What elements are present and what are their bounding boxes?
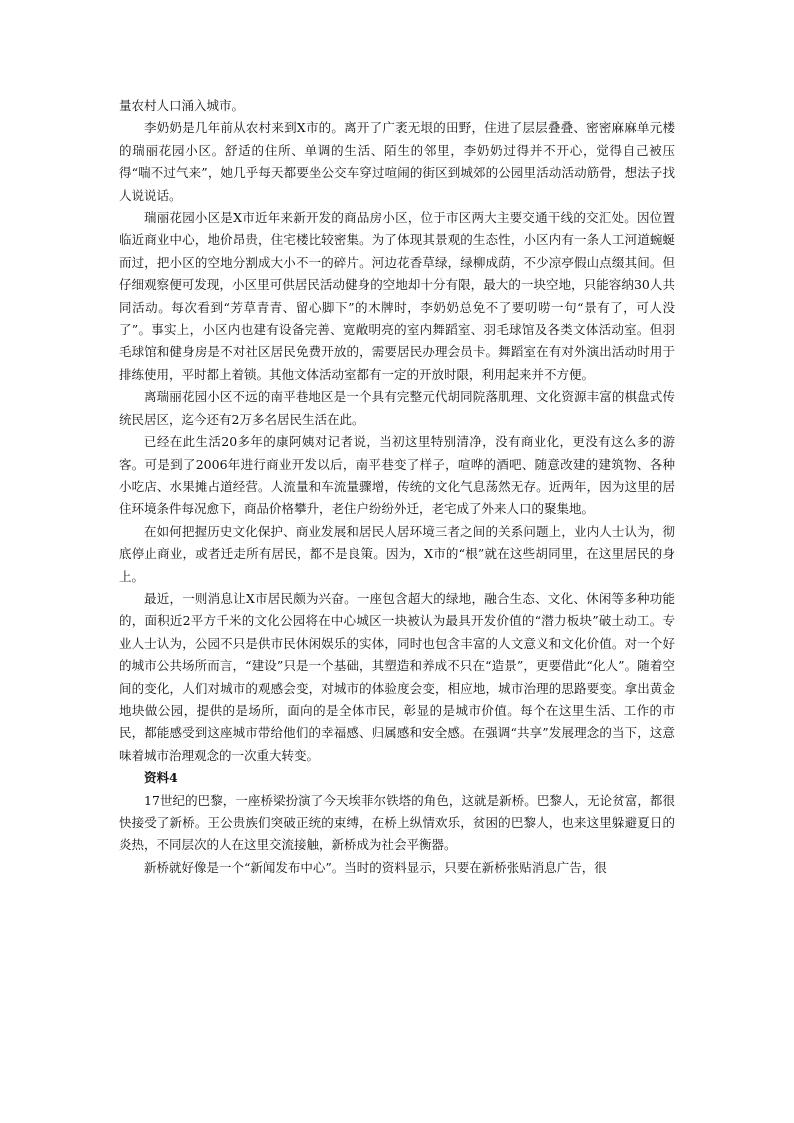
paragraph-industry-view: 在如何把握历史文化保护、商业发展和居民人居环境三者之间的关系问题上，业内人士认为，彻底停止商业，或者迁走所有居民，都不是良策。因为，X市的“根”就在这些胡同里，在这里居民的身上。 xyxy=(119,523,675,584)
paragraph-grandma-li: 李奶奶是几年前从农村来到X市的。离开了广袤无垠的田野，住进了层层叠叠、密密麻麻单元楼的瑞丽花园小区。舒适的住所、单调的生活、陌生的邻里，李奶奶过得并不开心，觉得自己被压得“喘不过气来”，她几乎每天都要坐公交车穿过喧闹的街区到城郊的公园里活动活动筋骨，想法子找人说说话。 xyxy=(119,120,675,203)
paragraph-ruili-garden: 瑞丽花园小区是X市近年来新开发的商品房小区，位于市区两大主要交通干线的交汇处。因位置临近商业中心，地价昂贵，住宅楼比较密集。为了体现其景观的生态性，小区内有一条人工河道蜿蜒而过，把小区的空地分割成大小不一的碎片。河边花香草绿，绿柳成荫，不少凉亭假山点缀其间。但仔细观察便可发现，小区里可供居民活动健身的空地却十分有限，最大的一块空地，只能容纳30人共同活动。每次看到“芳草青青、留心脚下”的木牌时，李奶奶总免不了要叨唠一句“景有了，可人没了”。事实上，小区内也建有设备完善、宽敞明亮的室内舞蹈室、羽毛球馆及各类文体活动室。但羽毛球馆和健身房是不对社区居民免费开放的，需要居民办理会员卡。舞蹈室在有对外演出活动时用于排练使用，平时都上着锁。其他文体活动室都有一定的开放时限，利用起来并不方便。 xyxy=(119,210,675,382)
paragraph-continuation: 量农村人口涌入城市。 xyxy=(119,98,245,113)
paragraph-culture-park: 最近，一则消息让X市居民颇为兴奋。一座包含超大的绿地，融合生态、文化、休闲等多种功能的，面积近2平方千米的文化公园将在中心城区一块被认为最具开发价值的“潜力板块”破土动工。专业人士认为，公园不只是供市民休闲娱乐的实体，同时也包含丰富的人文意义和文化价值。对一个好的城市公共场所而言，“建设”只是一个基础，其塑造和养成不只在“造景”，更要借此“化人”。随着空间的变化，人们对城市的观感会变，对城市的体验度会变，相应地，城市治理的思路要变。拿出黄金地块做公园，提供的是场所，面向的是全体市民，彰显的是城市价值。每个在这里生活、工作的市民，都能感受到这座城市带给他们的幸福感、归属感和安全感。在强调“共享”发展理念的当下，这意味着城市治理观念的一次重大转变。 xyxy=(119,590,675,763)
section-heading-material-4: 资料4 xyxy=(144,770,178,786)
document-page xyxy=(119,95,675,879)
paragraph-aunt-kang: 已经在此生活20多年的康阿姨对记者说，当初这里特别清净，没有商业化，更没有这么多的游客。可是到了2006年进行商业开发以后，南平巷变了样子，喧哗的酒吧、随意改建的建筑物、各种小吃店、水果摊占道经营。人流量和车流量骤增，传统的文化气息荡然无存。近两年，因为这里的居住环境条件每况愈下，商品价格攀升，老住户纷纷外迁，老宅成了外来人口的聚集地。 xyxy=(119,434,675,517)
paragraph-news-center: 新桥就好像是一个“新闻发布中心”。当时的资料显示，只要在新桥张贴消息广告，很 xyxy=(144,859,607,875)
paragraph-new-bridge-paris: 17世纪的巴黎，一座桥梁扮演了今天埃菲尔铁塔的角色，这就是新桥。巴黎人，无论贫富，都很快接受了新桥。王公贵族们突破正统的束缚，在桥上纵情欢乐，贫困的巴黎人，也来这里躲避夏日的炎热，不同层次的人在这里交流接触，新桥成为社会平衡器。 xyxy=(119,792,675,853)
paragraph-nanping-lane: 离瑞丽花园小区不远的南平巷地区是一个具有完整元代胡同院落肌理、文化资源丰富的棋盘式传统民居区，迄今还有2万多名居民生活在此。 xyxy=(119,389,675,427)
